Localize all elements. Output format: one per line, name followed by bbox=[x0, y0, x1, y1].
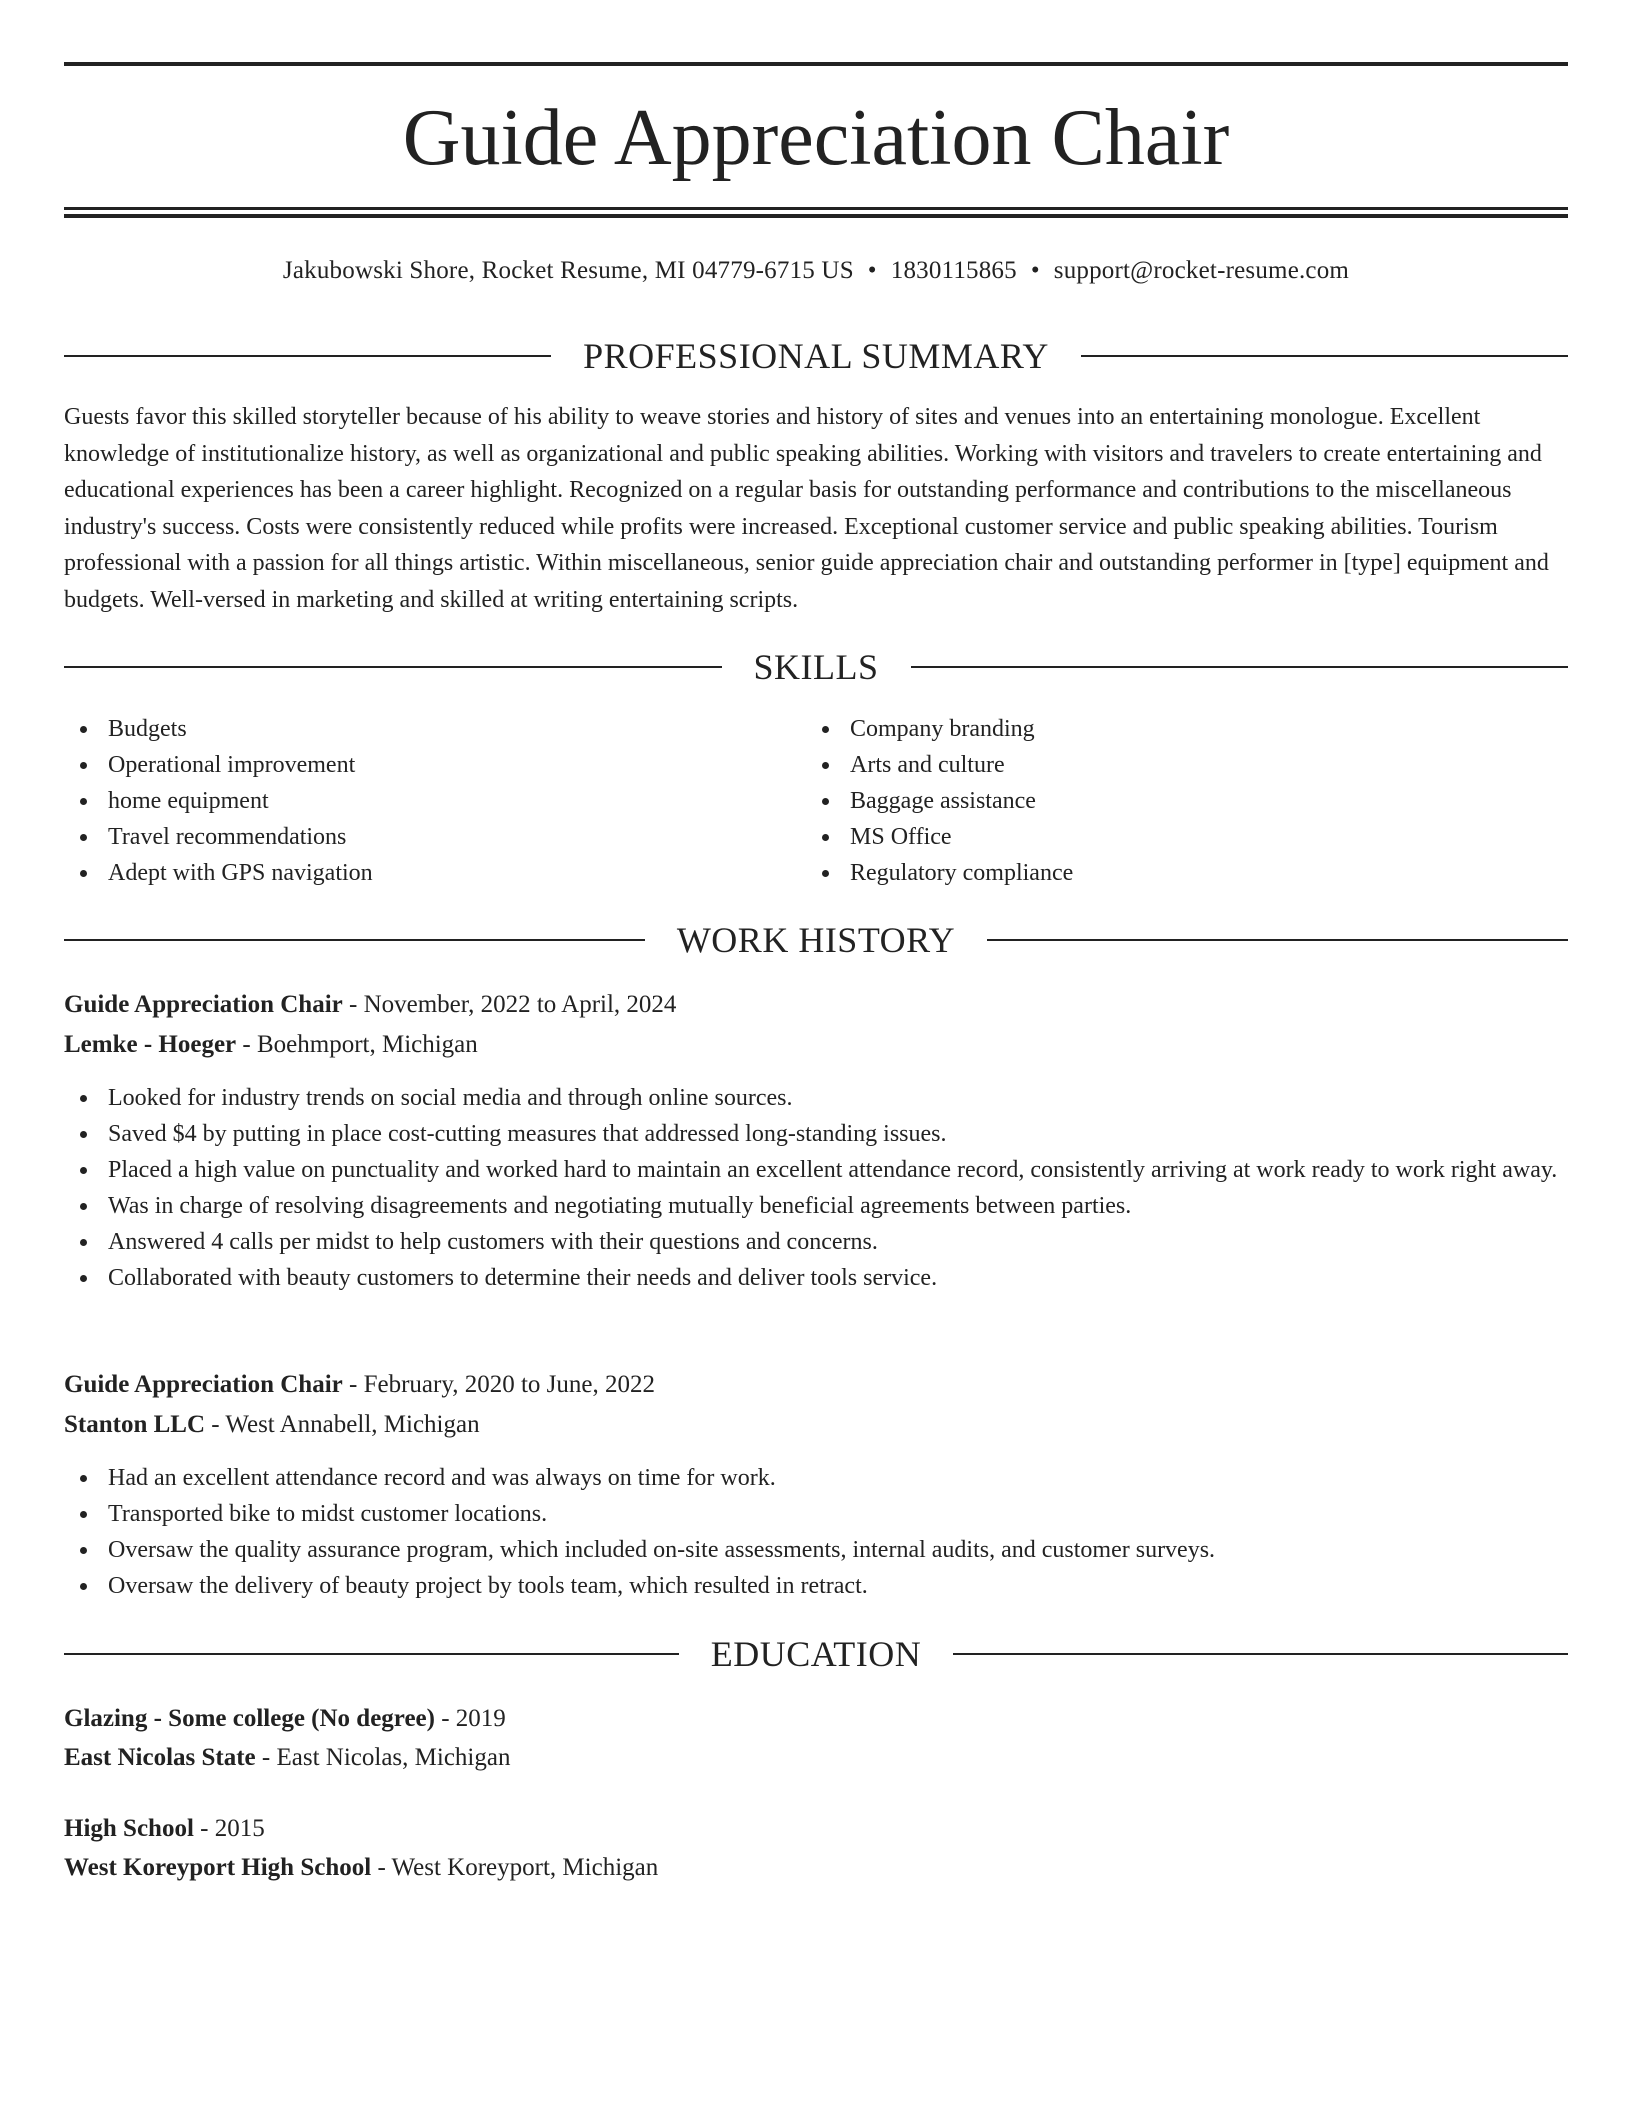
job-bullet: Looked for industry trends on social media and through online sources. bbox=[64, 1080, 1568, 1116]
job-title-line bbox=[64, 1367, 1568, 1403]
job-company-line bbox=[64, 1027, 1568, 1063]
job-title: Guide Appreciation Chair bbox=[64, 1371, 343, 1398]
contact-address: Jakubowski Shore, Rocket Resume, MI 04779-6715 US bbox=[282, 257, 854, 284]
education-school-line bbox=[64, 1740, 1568, 1776]
job-location: - Boehmport, Michigan bbox=[236, 1031, 478, 1058]
education-degree-line bbox=[64, 1811, 1568, 1847]
header-bottom-rule bbox=[64, 207, 1568, 210]
section-heading-work bbox=[64, 917, 1568, 963]
job-bullet: Saved $4 by putting in place cost-cutting measures that addressed long-standing issues. bbox=[64, 1116, 1568, 1152]
job-location: - West Annabell, Michigan bbox=[205, 1411, 480, 1438]
heading-rule bbox=[953, 1653, 1568, 1655]
job-company-line bbox=[64, 1407, 1568, 1443]
job-company: Lemke - Hoeger bbox=[64, 1031, 237, 1058]
job-bullet: Placed a high value on punctuality and worked hard to maintain an excellent attendance record, consistently arriving at work ready to work right away. bbox=[64, 1152, 1568, 1188]
section-title: PROFESSIONAL SUMMARY bbox=[583, 336, 1049, 376]
job-bullets bbox=[64, 1460, 1568, 1604]
education-degree-line bbox=[64, 1701, 1568, 1737]
job-title-line bbox=[64, 987, 1568, 1023]
header-top-rule bbox=[64, 62, 1568, 66]
job-dates: - February, 2020 to June, 2022 bbox=[342, 1371, 655, 1398]
heading-rule bbox=[64, 1653, 679, 1655]
skill-item: Arts and culture bbox=[806, 747, 1506, 783]
job-company: Stanton LLC bbox=[64, 1411, 206, 1438]
heading-rule bbox=[64, 939, 645, 941]
skill-item: home equipment bbox=[64, 783, 764, 819]
education-location: - East Nicolas, Michigan bbox=[255, 1744, 511, 1771]
education-degree: High School bbox=[64, 1815, 194, 1842]
education-degree: Glazing - Some college (No degree) bbox=[64, 1705, 435, 1732]
job-bullet: Had an excellent attendance record and was always on time for work. bbox=[64, 1460, 1568, 1496]
job-bullets bbox=[64, 1080, 1568, 1296]
section-heading-summary bbox=[64, 333, 1568, 379]
skill-item: Adept with GPS navigation bbox=[64, 855, 764, 891]
contact-email: support@rocket-resume.com bbox=[1053, 257, 1350, 284]
skills-list-right bbox=[806, 711, 1506, 891]
job-bullet: Transported bike to midst customer locations. bbox=[64, 1496, 1568, 1532]
section-title: WORK HISTORY bbox=[676, 920, 956, 960]
section-title: SKILLS bbox=[753, 647, 879, 687]
contact-line bbox=[64, 253, 1568, 289]
skill-item: Travel recommendations bbox=[64, 819, 764, 855]
heading-rule bbox=[64, 666, 722, 668]
skill-item: Baggage assistance bbox=[806, 783, 1506, 819]
education-school: West Koreyport High School bbox=[64, 1854, 372, 1881]
section-heading-education bbox=[64, 1631, 1568, 1677]
skill-item: Company branding bbox=[806, 711, 1506, 747]
heading-rule bbox=[64, 355, 551, 357]
job-bullet: Collaborated with beauty customers to determine their needs and deliver tools service. bbox=[64, 1260, 1568, 1296]
summary-text: Guests favor this skilled storyteller because of his ability to weave stories and history of sites and venues into an entertaining monologue. Excellent knowledge of institutionalize history, as well as organizational and public speaking abilities. Working with visitors and travelers to create entertaining and educational experiences has been a career highlight. Recognized on a regular basis for outstanding performance and contributions to the miscellaneous industry's success. Costs were consistently reduced while profits were increased. Exceptional customer service and public speaking abilities. Tourism professional with a passion for all things artistic. Within miscellaneous, senior guide appreciation chair and outstanding performer in [type] equipment and budgets. Well-versed in marketing and skilled at writing entertaining scripts. bbox=[64, 404, 1549, 613]
heading-rule bbox=[987, 939, 1568, 941]
education-school: East Nicolas State bbox=[64, 1744, 256, 1771]
heading-rule bbox=[1081, 355, 1568, 357]
skill-item: Budgets bbox=[64, 711, 764, 747]
job-bullet: Answered 4 calls per midst to help customers with their questions and concerns. bbox=[64, 1224, 1568, 1260]
candidate-name: Guide Appreciation Chair bbox=[402, 94, 1230, 182]
education-school-line bbox=[64, 1850, 1568, 1886]
job-bullet: Oversaw the quality assurance program, which included on-site assessments, internal audits, and customer surveys. bbox=[64, 1532, 1568, 1568]
education-year: - 2019 bbox=[434, 1705, 506, 1732]
section-title: EDUCATION bbox=[710, 1634, 922, 1674]
heading-rule bbox=[911, 666, 1569, 668]
skill-item: Operational improvement bbox=[64, 747, 764, 783]
job-title: Guide Appreciation Chair bbox=[64, 991, 343, 1018]
education-location: - West Koreyport, Michigan bbox=[371, 1854, 659, 1881]
section-heading-skills bbox=[64, 644, 1568, 690]
education-year: - 2015 bbox=[193, 1815, 265, 1842]
contact-separator: • bbox=[867, 257, 877, 284]
job-bullet: Oversaw the delivery of beauty project by tools team, which resulted in retract. bbox=[64, 1568, 1568, 1604]
skill-item: MS Office bbox=[806, 819, 1506, 855]
contact-phone: 1830115865 bbox=[890, 257, 1017, 284]
job-dates: - November, 2022 to April, 2024 bbox=[342, 991, 677, 1018]
skill-item: Regulatory compliance bbox=[806, 855, 1506, 891]
job-bullet: Was in charge of resolving disagreements and negotiating mutually beneficial agreements between parties. bbox=[64, 1188, 1568, 1224]
skills-list-left bbox=[64, 711, 764, 891]
header-bottom-rule-2 bbox=[64, 214, 1568, 218]
contact-separator: • bbox=[1030, 257, 1040, 284]
